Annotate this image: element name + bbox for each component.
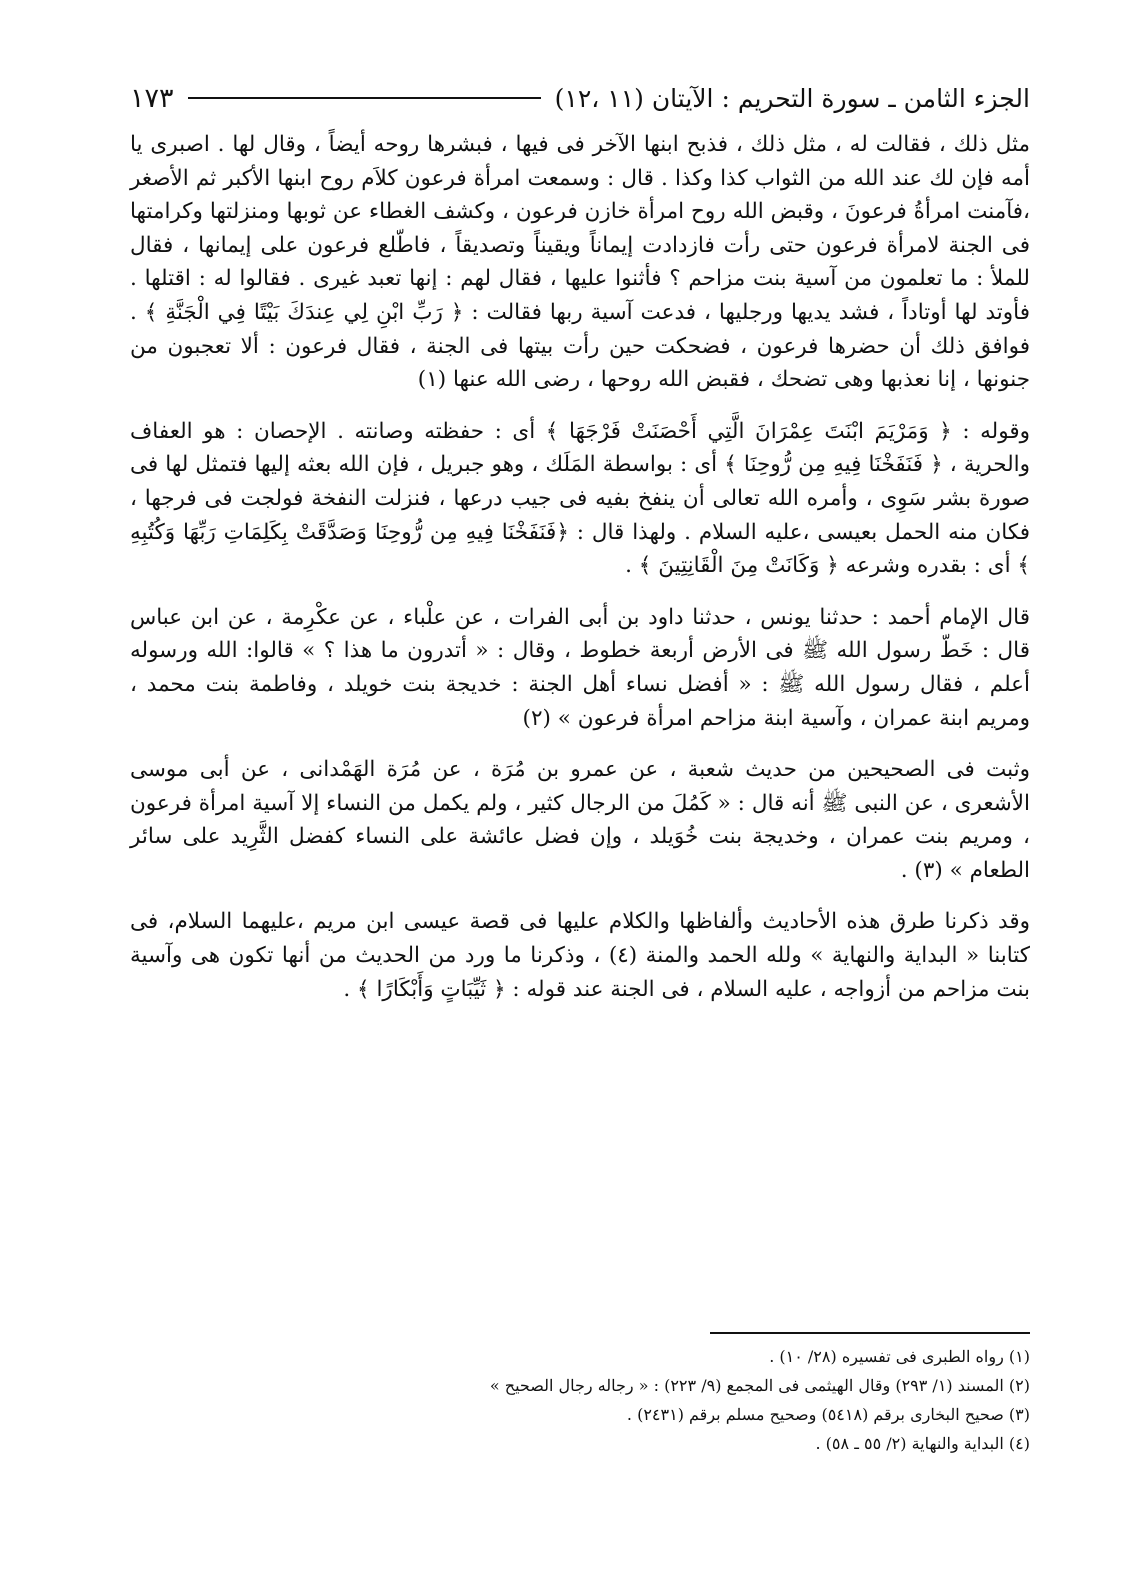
footnote: (٤) البداية والنهاية (٢/ ٥٥ ـ ٥٨) .	[815, 1434, 1030, 1453]
book-page	[130, 78, 1030, 1024]
page-number: ١٧٣	[130, 82, 174, 114]
paragraph: وثبت فى الصحيحين من حديث شعبة ، عن عمرو بن مُرَة ، عن مُرَة الهَمْدانى ، عن أبى موسى الأشعرى ، عن النبى ﷺ أنه قال : « كَمُلَ من الرجال كثير ، ولم يكمل من النساء إلا آسية امرأة فرعون ، ومريم بنت عمران ، وخديجة بنت خُوَيلد ، وإن فضل عائشة على النساء كفضل الثَّرِيد على سائر الطعام » (٣) .	[130, 757, 1030, 883]
paragraph: وقوله : ﴿ وَمَرْيَمَ ابْنَتَ عِمْرَانَ الَّتِي أَحْصَنَتْ فَرْجَهَا ﴾ أى : حفظته وصانته . الإحصان : هو العفاف والحرية ، ﴿ فَنَفَخْنَا فِيهِ مِن رُّوحِنَا ﴾ أى : بواسطة المَلَك ، وهو جبريل ، فإن الله بعثه إليها فتمثل لها فى صورة بشر سَوِى ، وأمره الله تعالى أن ينفخ بفيه فى جيب درعها ، فنزلت النفخة فولجت فى فرجها ، فكان منه الحمل بعيسى ،عليه السلام . ولهذا قال : ﴿فَنَفَخْنَا فِيهِ مِن رُّوحِنَا وَصَدَّقَتْ بِكَلِمَاتِ رَبِّهَا وَكُتُبِهِ ﴾ أى : بقدره وشرعه ﴿ وَكَانَتْ مِنَ الْقَانِتِينَ ﴾ .	[130, 418, 1030, 579]
footnote-rule	[710, 1332, 1030, 1334]
paragraph: وقد ذكرنا طرق هذه الأحاديث وألفاظها والكلام عليها فى قصة عيسى ابن مريم ،عليهما السلام، فى كتابنا « البداية والنهاية » ولله الحمد والمنة (٤) ، وذكرنا ما ورد من الحديث من أنها تكون هى وآسية بنت مزاحم من أزواجه ، عليه السلام ، فى الجنة عند قوله : ﴿ ثَيِّبَاتٍ وَأَبْكَارًا ﴾ .	[130, 909, 1030, 1002]
paragraph: مثل ذلك ، فقالت له ، مثل ذلك ، فذبح ابنها الآخر فى فيها ، فبشرها روحه أيضاً ، وقال لها . اصبرى يا أمه فإن لك عند الله من الثواب كذا وكذا . قال : وسمعت امرأة فرعون كلاَم روح ابنها الأكبر ثم الأصغر ،فآمنت امرأةُ فرعونَ ، وقبض الله روح امرأة خازن فرعون ، وكشف الغطاء عن ثوبها ومنزلتها وكرامتها فى الجنة لامرأة فرعون حتى رأت فازدادت إيماناً ويقيناً وتصديقاً ، فاطّلع فرعون على إيمانها ، فقال للملأ : ما تعلمون من آسية بنت مزاحم ؟ فأثنوا عليها ، فقال لهم : إنها تعبد غيرى . فقالوا له : اقتلها . فأوتد لها أوتاداً ، فشد يديها ورجليها ، فدعت آسية ربها فقالت : ﴿ رَبِّ ابْنِ لِي عِندَكَ بَيْتًا فِي الْجَنَّةِ ﴾ . فوافق ذلك أن حضرها فرعون ، فضحكت حين رأت بيتها فى الجنة ، فقال فرعون : ألا تعجبون من جنونها ، إنا نعذبها وهى تضحك ، فقبض الله روحها ، رضى الله عنها (١)	[130, 132, 1030, 393]
footnotes	[130, 1332, 1030, 1458]
footnote: (١) رواه الطبرى فى تفسيره (٢٨/ ١٠) .	[769, 1347, 1030, 1366]
header-title: الجزء الثامن ـ سورة التحريم : الآيتان (١١ ،١٢)	[554, 83, 1030, 113]
paragraph: قال الإمام أحمد : حدثنا يونس ، حدثنا داود بن أبى الفرات ، عن علْباء ، عن عكْرِمة ، عن ابن عباس قال : خَطّ رسول الله ﷺ فى الأرض أربعة خطوط ، وقال : « أتدرون ما هذا ؟ » قالوا: الله ورسوله أعلم ، فقال رسول الله ﷺ : « أفضل نساء أهل الجنة : خديجة بنت خويلد ، وفاطمة بنت محمد ، ومريم ابنة عمران ، وآسية ابنة مزاحم امرأة فرعون » (٢)	[130, 604, 1030, 731]
running-header	[130, 78, 1030, 118]
body-text	[130, 128, 1030, 1006]
footnote: (٣) صحيح البخارى برقم (٥٤١٨) وصحيح مسلم برقم (٢٤٣١) .	[626, 1405, 1030, 1424]
header-rule	[188, 97, 541, 99]
footnote: (٢) المسند (١/ ٢٩٣) وقال الهيثمى فى المجمع (٩/ ٢٢٣) : « رجاله رجال الصحيح »	[489, 1376, 1030, 1395]
